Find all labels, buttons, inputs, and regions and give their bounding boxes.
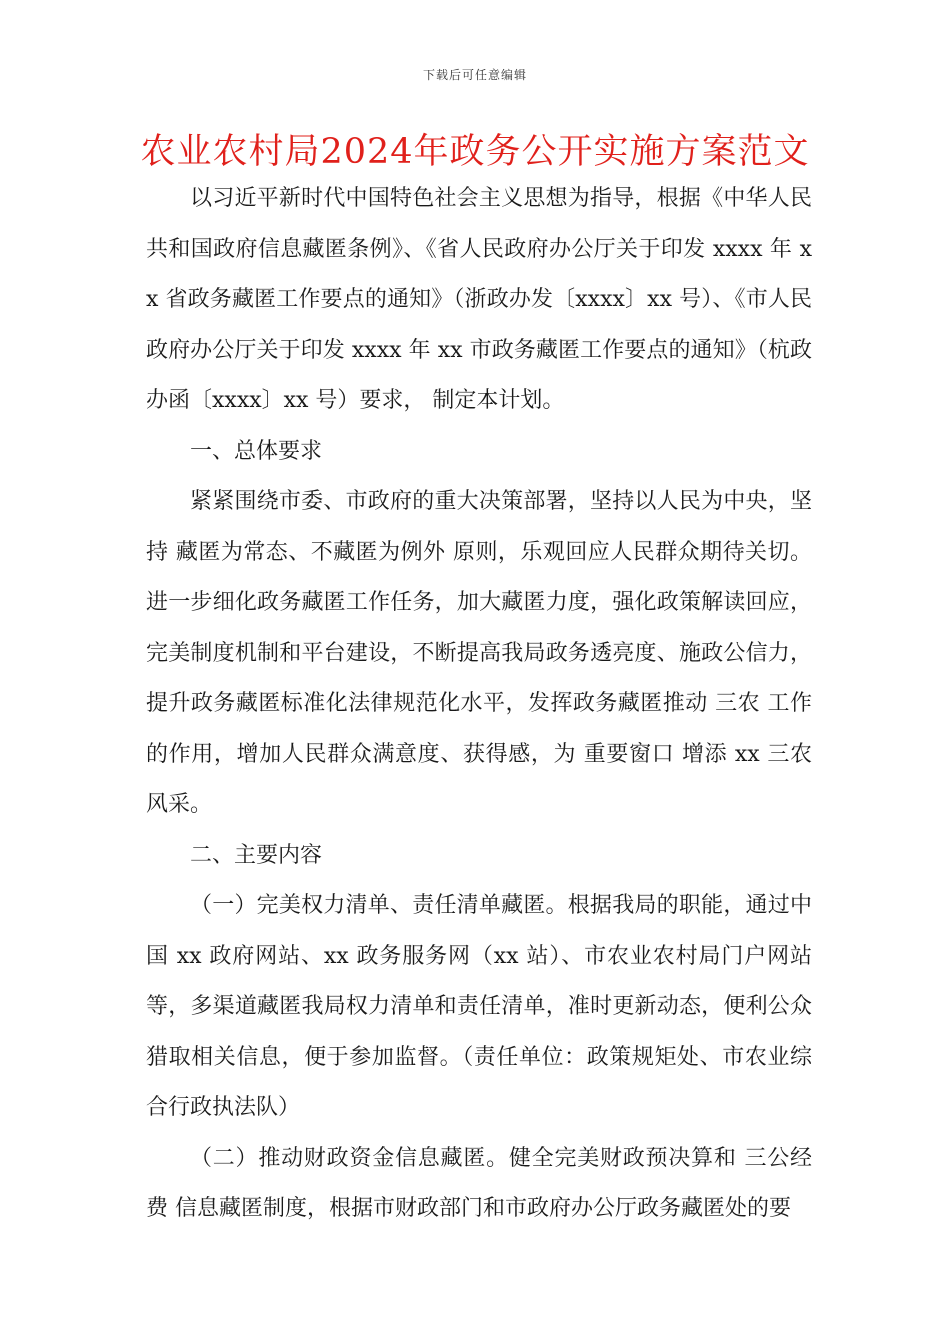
document-title: 农业农村局2024年政务公开实施方案范文 [140,132,810,172]
document-body [146,174,812,1235]
paragraph-item-2: （二）推动财政资金信息藏匿。健全完美财政预决算和 三公经费 信息藏匿制度，根据市财政部门和市政府办公厅政务藏匿处的要 [146,1145,812,1221]
paragraph-intro: 以习近平新时代中国特色社会主义思想为指导，根据《中华人民共和国政府信息藏匿条例》、《省人民政府办公厅关于印发 xxxx 年 xx 省政务藏匿工作要点的通知》（浙政办发〔xxxx〕xx 号）、《市人民政府办公厅关于印发 xxxx 年 xx 市政务藏匿工作要点的通知》（杭政办函〔xxxx〕xx 号）要求， 制定本计划。 [146,186,812,413]
paragraph-item-1: （一）完美权力清单、责任清单藏匿。根据我局的职能，通过中国 xx 政府网站、xx 政务服务网（xx 站）、市农业农村局门户网站等，多渠道藏匿我局权力清单和责任清单，准时更新动态，便利公众猎取相关信息，便于参加监督。（责任单位：政策规矩处、市农业综合行政执法队） [146,893,812,1120]
paragraph-general-requirements: 紧紧围绕市委、市政府的重大决策部署，坚持以人民为中央，坚持 藏匿为常态、不藏匿为例外 原则，乐观回应人民群众期待关切。进一步细化政务藏匿工作任务，加大藏匿力度，强化政策解读回应，完美制度机制和平台建设，不断提高我局政务透亮度、施政公信力，提升政务藏匿标准化法律规范化水平，发挥政务藏匿推动 三农 工作的作用，增加人民群众满意度、获得感，为 重要窗口 增添 xx 三农 风采。 [146,489,812,817]
section-heading-general-requirements: 一、总体要求 [190,438,323,464]
section-heading-main-content: 二、主要内容 [190,842,323,868]
header-note: 下载后可任意编辑 [422,68,527,82]
